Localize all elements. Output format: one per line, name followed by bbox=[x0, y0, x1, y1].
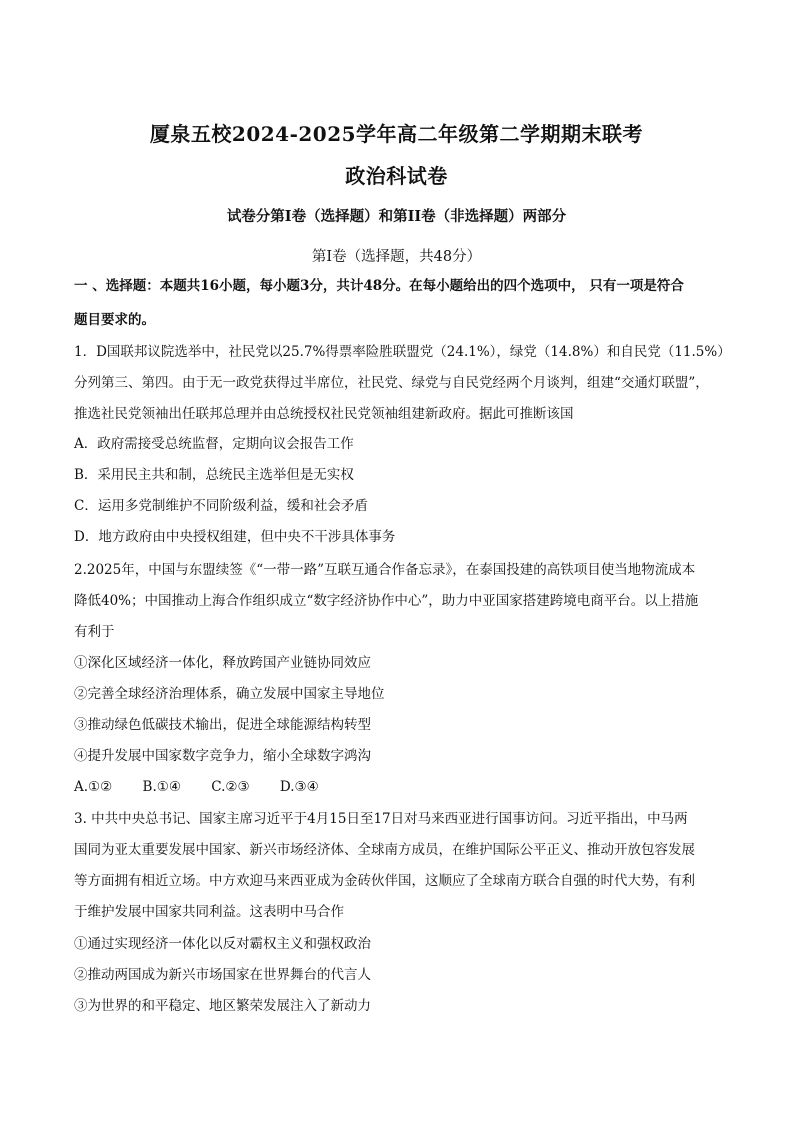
q3-item-1: ①通过实现经济一体化以反对霸权主义和强权政治 bbox=[74, 936, 371, 952]
q1-option-a: A．政府需接受总统监督，定期向议会报告工作 bbox=[74, 436, 354, 452]
q3-item-2: ②推动两国成为新兴市场国家在世界舞台的代言人 bbox=[74, 967, 371, 983]
q2-item-3: ③推动绿色低碳技术输出，促进全球能源结构转型 bbox=[74, 717, 371, 733]
q2-item-4: ④提升发展中国家数字竞争力，缩小全球数字鸿沟 bbox=[74, 748, 371, 764]
q2-choices bbox=[74, 777, 724, 797]
q3-stem-line-3: 等方面拥有相近立场。中方欢迎马来西亚成为金砖伙伴国，这顺应了全球南方联合自强的时代大势，有利 bbox=[74, 873, 695, 889]
q2-choice-c: C.②③ bbox=[211, 779, 250, 795]
q2-item-1: ①深化区域经济一体化，释放跨国产业链协同效应 bbox=[74, 655, 371, 671]
instructions-line-1: 一 、选择题：本题共16小题，每小题3分，共计48分。在每小题给出的四个选项中， 只有一项是符合 bbox=[74, 278, 684, 294]
q1-stem-line-2: 分列第三、第四。由于无一政党获得过半席位，社民党、绿党与自民党经两个月谈判，组建“交通灯联盟”， bbox=[74, 375, 709, 391]
section-heading: 第I卷（选择题，共48分） bbox=[311, 249, 482, 265]
q2-stem-line-1: 2.2025年，中国与东盟续签《“一带一路”互联互通合作备忘录》，在泰国投建的高铁项目使当地物流成本 bbox=[74, 562, 696, 578]
q2-stem-line-3: 有利于 bbox=[74, 624, 115, 640]
q2-choice-d: D.③④ bbox=[279, 779, 319, 795]
exam-subject-title: 政治科试卷 bbox=[345, 164, 448, 188]
q1-option-b: B．采用民主共和制，总统民主选举但是无实权 bbox=[74, 467, 354, 483]
q2-choice-b: B.①④ bbox=[142, 779, 181, 795]
q3-stem-line-1: 3. 中共中央总书记、国家主席习近平于4月15日至17日对马来西亚进行国事访问。习近平指出，中马两 bbox=[74, 811, 688, 827]
q3-item-3: ③为世界的和平稳定、地区繁荣发展注入了新动力 bbox=[74, 998, 371, 1014]
exam-structure-note: 试卷分第I卷（选择题）和第II卷（非选择题）两部分 bbox=[226, 208, 567, 225]
q2-stem-line-2: 降低40%；中国推动上海合作组织成立“数字经济协作中心”，助力中亚国家搭建跨境电商平台。以上措施 bbox=[74, 593, 699, 609]
q1-stem-line-3: 推选社民党领袖出任联邦总理并由总统授权社民党领袖组建新政府。据此可推断该国 bbox=[74, 406, 574, 422]
q2-item-2: ②完善全球经济治理体系，确立发展中国家主导地位 bbox=[74, 686, 385, 702]
exam-title: 厦泉五校2024-2025学年高二年级第二学期期末联考 bbox=[149, 122, 644, 146]
q1-option-c: C．运用多党制维护不同阶级利益，缓和社会矛盾 bbox=[74, 498, 368, 514]
q3-stem-line-2: 国同为亚太重要发展中国家、新兴市场经济体、全球南方成员，在维护国际公平正义、推动开放包容发展 bbox=[74, 842, 695, 858]
q1-option-d: D．地方政府由中央授权组建，但中央不干涉具体事务 bbox=[74, 529, 396, 545]
q1-stem-line-1: 1．D国联邦议院选举中，社民党以25.7%得票率险胜联盟党（24.1%），绿党（14.8%）和自民党（11.5%） bbox=[74, 344, 731, 360]
q2-choice-a: A.①② bbox=[74, 779, 113, 795]
instructions-line-2: 题目要求的。 bbox=[74, 312, 155, 328]
q3-stem-line-4: 于维护发展中国家共同利益。这表明中马合作 bbox=[74, 904, 344, 920]
